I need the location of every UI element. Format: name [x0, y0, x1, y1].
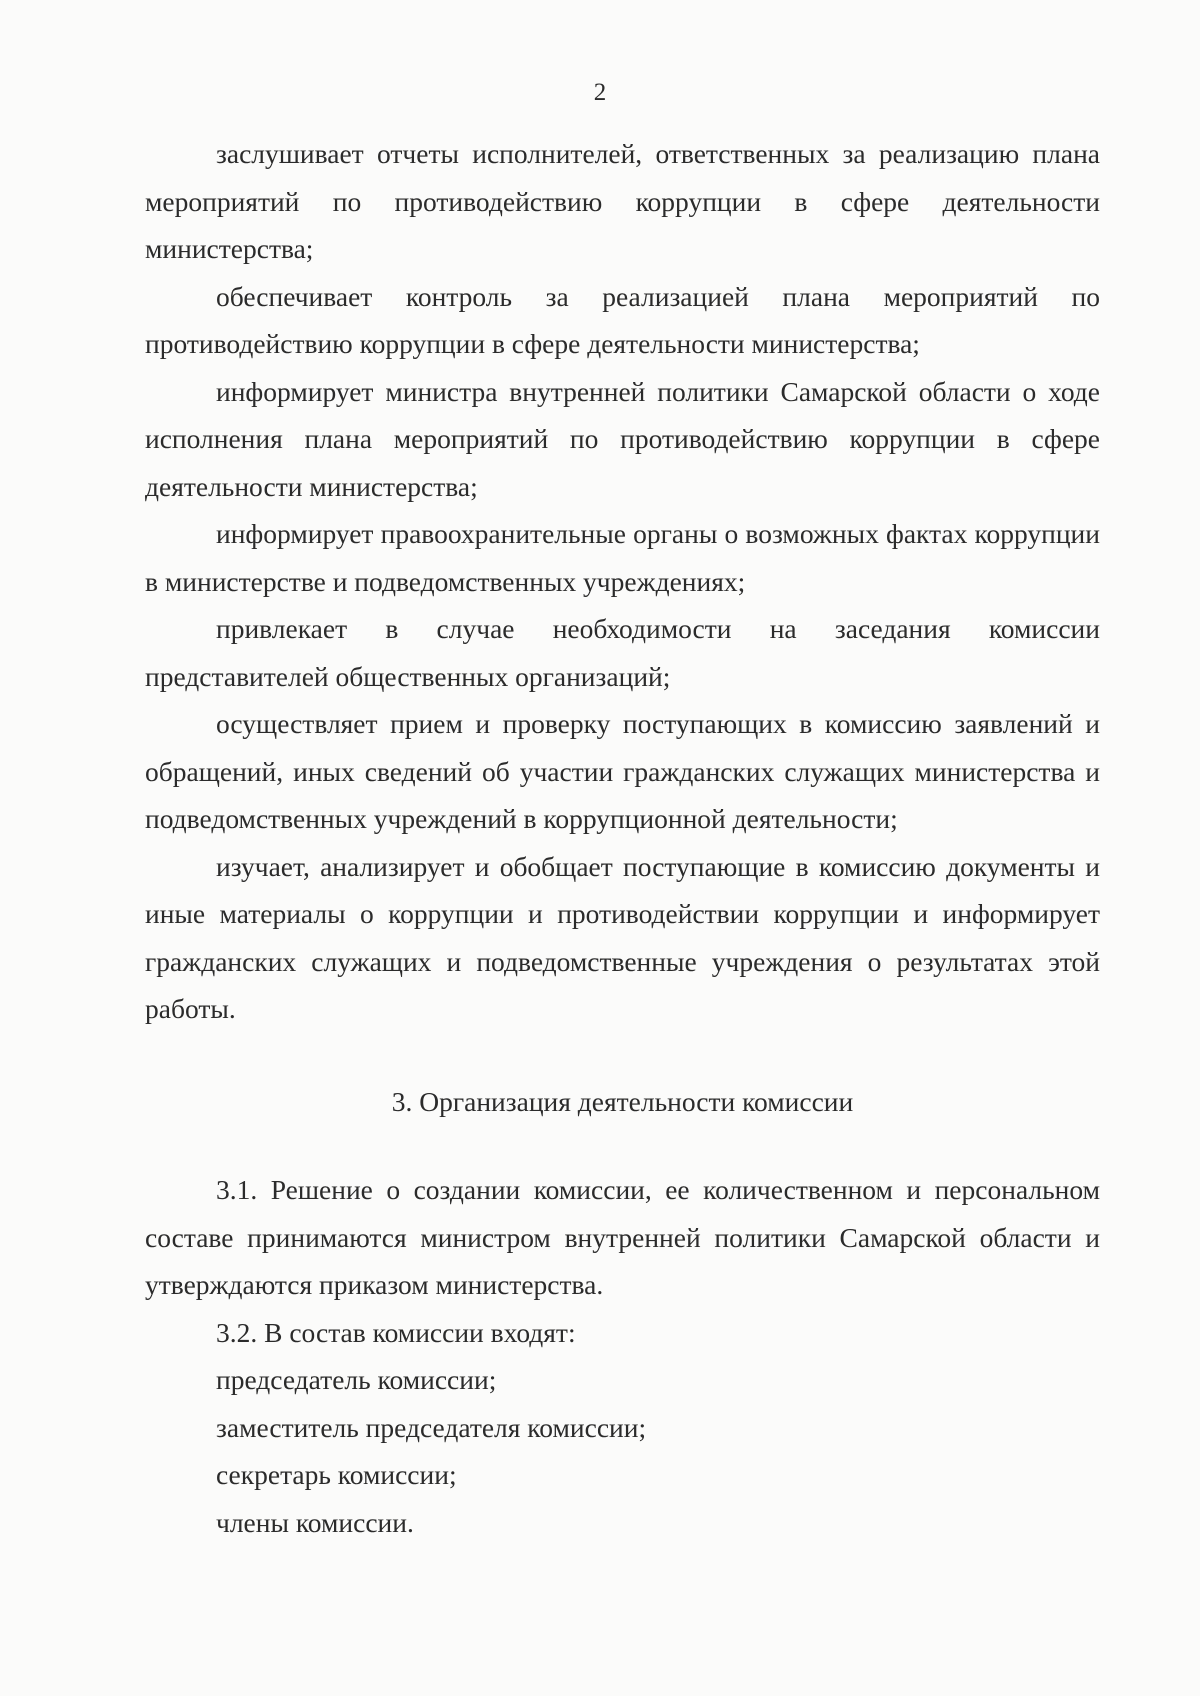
paragraph: информирует правоохранительные органы о возможных фактах коррупции в министерстве и подведомственных учреждениях; — [145, 518, 1100, 597]
paragraph: изучает, анализирует и обобщает поступающие в комиссию документы и иные материалы о коррупции и противодействии коррупции и информирует гражданских служащих и подведомственные учреждения о результатах этой работы. — [145, 850, 1100, 1024]
list-item: председатель комиссии; — [216, 1364, 497, 1395]
document-body — [145, 130, 1100, 1546]
list-item: секретарь комиссии; — [216, 1459, 457, 1490]
paragraph: заслушивает отчеты исполнителей, ответственных за реализацию плана мероприятий по противодействию коррупции в сфере деятельности министерства; — [145, 138, 1100, 264]
list-item: заместитель председателя комиссии; — [216, 1411, 647, 1443]
page-number: 2 — [593, 79, 607, 106]
list-item: члены комиссии. — [216, 1506, 414, 1538]
paragraph: 3.2. В состав комиссии входят: — [216, 1316, 576, 1348]
paragraph: 3.1. Решение о создании комиссии, ее количественном и персональном составе принимаются министром внутренней политики Самарской области и утверждаются приказом министерства. — [145, 1174, 1100, 1300]
paragraph: информирует министра внутренней политики Самарской области о ходе исполнения плана мероприятий по противодействию коррупции в сфере деятельности министерства; — [145, 375, 1100, 502]
paragraph: привлекает в случае необходимости на заседания комиссии представителей общественных организаций; — [145, 613, 1100, 692]
paragraph: осуществляет прием и проверку поступающих в комиссию заявлений и обращений, иных сведений об участии гражданских служащих министерства и подведомственных учреждений в коррупционной деятельности; — [145, 708, 1100, 834]
paragraph: обеспечивает контроль за реализацией плана мероприятий по противодействию коррупции в сфере деятельности министерства; — [145, 280, 1100, 359]
section-heading: 3. Организация деятельности комиссии — [391, 1085, 854, 1117]
